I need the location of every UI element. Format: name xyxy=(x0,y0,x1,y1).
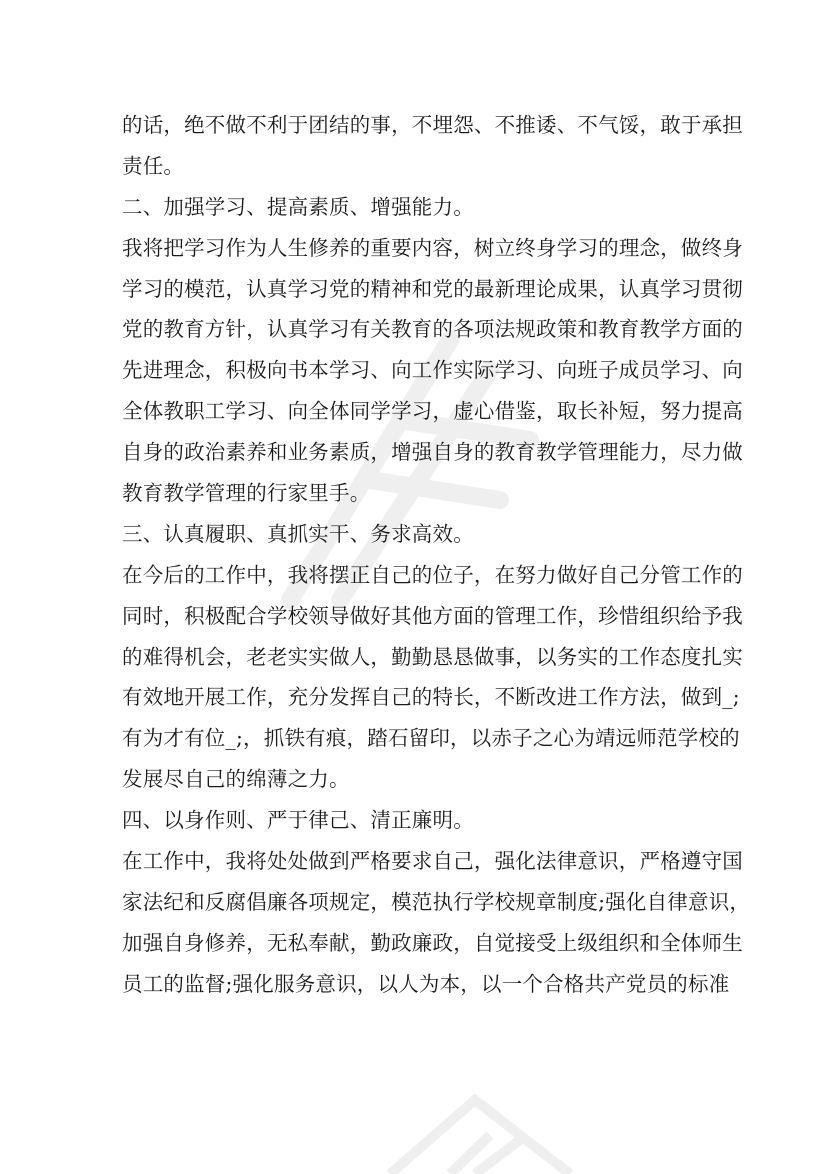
body-line: 在工作中，我将处处做到严格要求自己，强化法律意识，严格遵守国 xyxy=(122,849,743,874)
body-line: 发展尽自己的绵薄之力。 xyxy=(122,767,350,792)
watermark-logo-icon xyxy=(380,1090,580,1174)
body-line: 党的教育方针，认真学习有关教育的各项法规政策和教育教学方面的 xyxy=(122,317,743,342)
body-line: 有效地开展工作，充分发挥自己的特长，不断改进工作方法，做到_; xyxy=(122,685,740,710)
body-line: 同时，积极配合学校领导做好其他方面的管理工作，珍惜组织给予我 xyxy=(122,603,743,628)
section-heading-2: 二、加强学习、提高素质、增强能力。 xyxy=(122,194,474,219)
section-heading-3: 三、认真履职、真抓实干、务求高效。 xyxy=(122,521,474,546)
body-line: 自身的政治素养和业务素质，增强自身的教育教学管理能力，尽力做 xyxy=(122,440,743,465)
document-body xyxy=(122,105,751,1005)
body-line: 有为才有位_;，抓铁有痕，踏石留印，以赤子之心为靖远师范学校的 xyxy=(122,726,740,751)
body-line: 的难得机会，老老实实做人，勤勤恳恳做事，以务实的工作态度扎实 xyxy=(122,644,743,669)
body-line: 的话，绝不做不利于团结的事，不埋怨、不推诿、不气馁，敢于承担 xyxy=(122,113,743,137)
section-heading-4: 四、以身作则、严于律己、清正廉明。 xyxy=(122,808,474,833)
body-line: 家法纪和反腐倡廉各项规定，模范执行学校规章制度;强化自律意识， xyxy=(122,889,751,914)
body-line: 责任。 xyxy=(122,153,185,178)
body-line: 教育教学管理的行家里手。 xyxy=(122,481,371,506)
body-line: 加强自身修养，无私奉献，勤政廉政，自觉接受上级组织和全体师生 xyxy=(122,930,743,955)
body-line: 员工的监督;强化服务意识，以人为本，以一个合格共产党员的标准 xyxy=(122,971,730,996)
body-line: 我将把学习作为人生修养的重要内容，树立终身学习的理念，做终身 xyxy=(122,235,743,260)
body-line: 先进理念，积极向书本学习、向工作实际学习、向班子成员学习、向 xyxy=(122,358,743,383)
body-line: 在今后的工作中，我将摆正自己的位子，在努力做好自己分管工作的 xyxy=(122,562,743,587)
body-line: 学习的模范，认真学习党的精神和党的最新理论成果，认真学习贯彻 xyxy=(122,276,743,301)
body-line: 全体教职工学习、向全体同学学习，虚心借鉴，取长补短，努力提高 xyxy=(122,399,743,424)
